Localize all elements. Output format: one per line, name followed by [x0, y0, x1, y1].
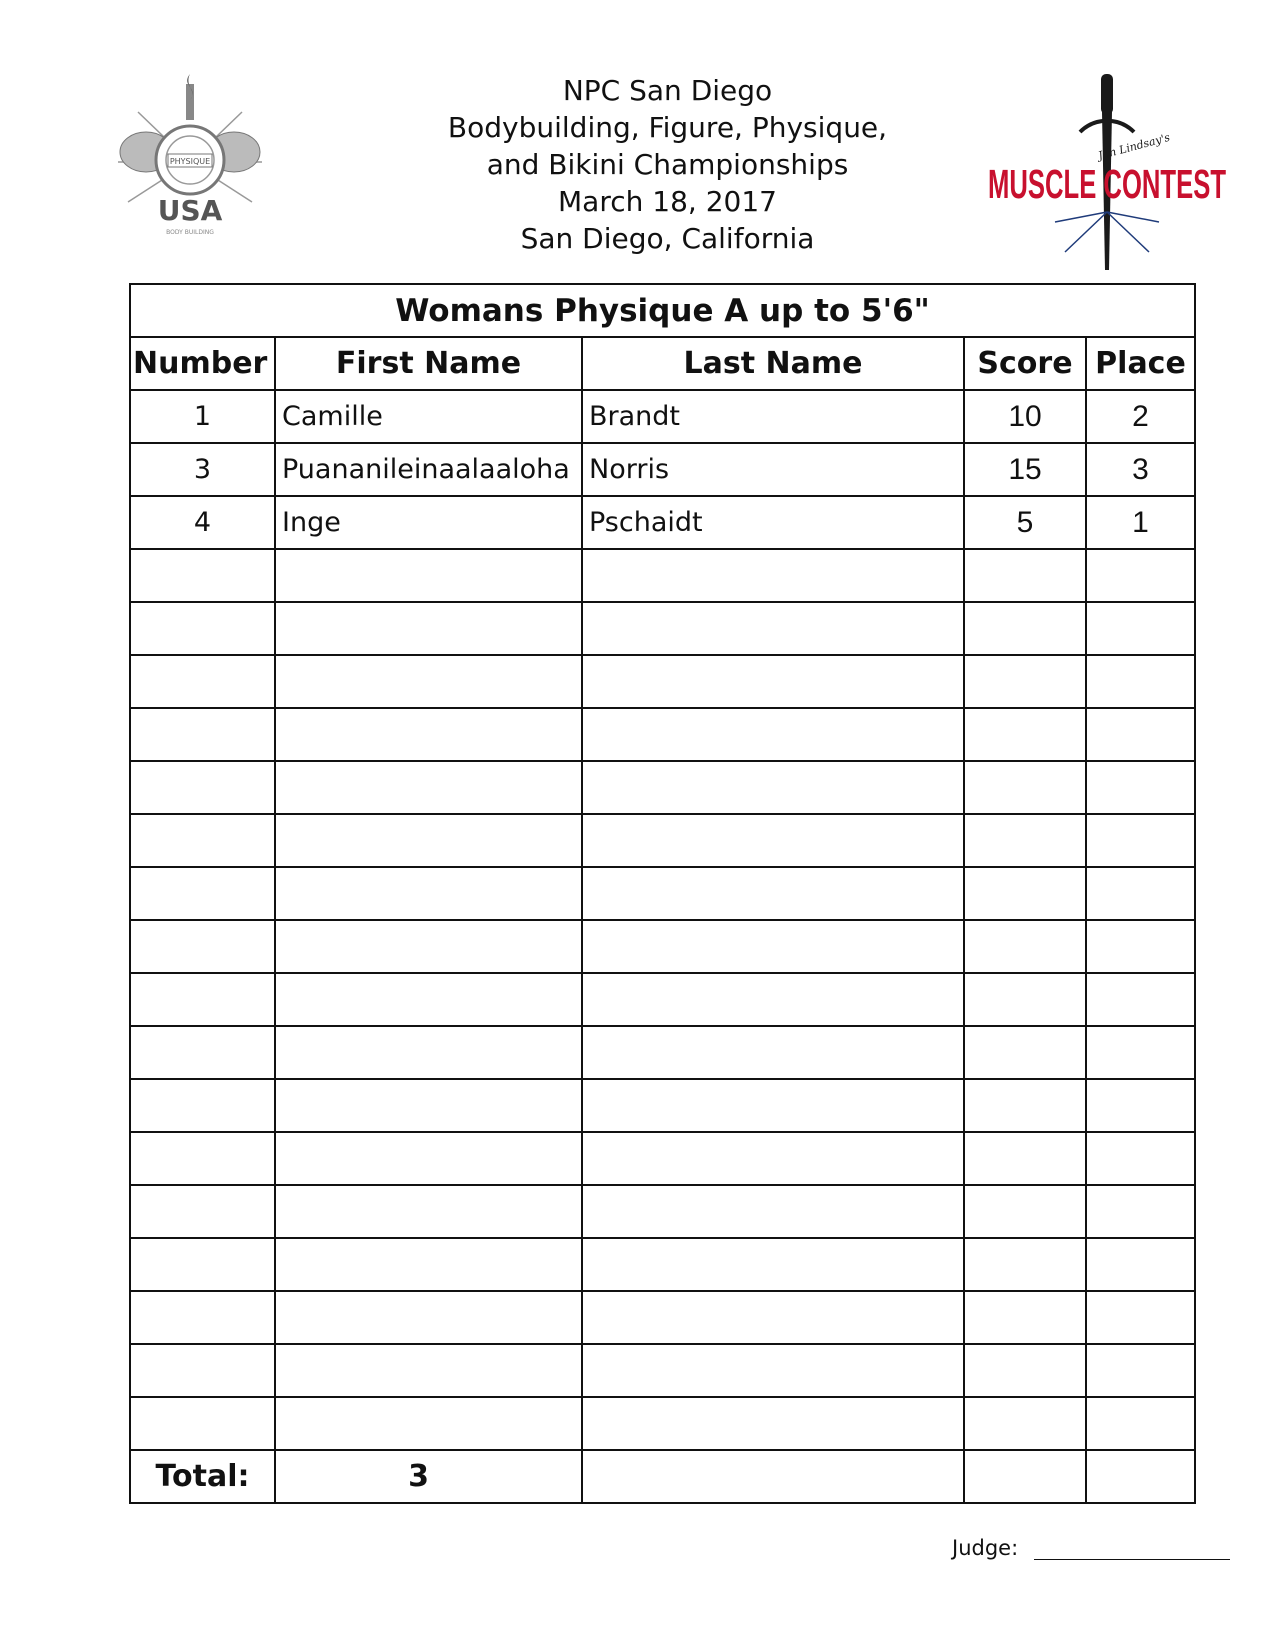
empty-cell — [130, 973, 275, 1026]
empty-cell — [582, 1079, 964, 1132]
empty-cell — [1086, 920, 1195, 973]
empty-cell — [130, 761, 275, 814]
usa-physique-logo — [108, 72, 273, 247]
empty-cell — [130, 1291, 275, 1344]
column-header-place: Place — [1086, 337, 1195, 390]
competitor-score: 10 — [964, 390, 1086, 443]
competitor-score: 15 — [964, 443, 1086, 496]
muscle-contest-logo — [985, 72, 1230, 282]
table-title-row — [130, 284, 1195, 337]
empty-cell — [582, 920, 964, 973]
empty-cell — [582, 1026, 964, 1079]
empty-cell — [1086, 973, 1195, 1026]
usa-physique-emblem-icon — [108, 72, 273, 247]
judge-label: Judge: — [952, 1536, 1019, 1560]
empty-cell — [1086, 549, 1195, 602]
empty-cell — [275, 1026, 582, 1079]
total-value: 3 — [275, 1450, 582, 1503]
empty-cell — [582, 708, 964, 761]
empty-cell — [275, 814, 582, 867]
empty-table-row — [130, 1397, 1195, 1450]
competitor-number: 3 — [130, 443, 275, 496]
empty-cell — [130, 549, 275, 602]
empty-cell — [582, 602, 964, 655]
empty-cell — [1086, 1238, 1195, 1291]
empty-cell — [964, 1238, 1086, 1291]
division-title: Womans Physique A up to 5'6" — [130, 284, 1195, 337]
competitor-last-name: Pschaidt — [582, 496, 964, 549]
empty-table-row — [130, 1026, 1195, 1079]
empty-cell — [275, 1185, 582, 1238]
empty-table-row — [130, 1291, 1195, 1344]
empty-cell — [1086, 761, 1195, 814]
empty-cell — [1086, 602, 1195, 655]
empty-cell — [275, 761, 582, 814]
total-row — [130, 1450, 1195, 1503]
sword-emblem-icon — [985, 72, 1230, 282]
svg-text:BODY BUILDING: BODY BUILDING — [166, 229, 214, 236]
empty-cell — [964, 1079, 1086, 1132]
empty-cell — [964, 602, 1086, 655]
empty-cell — [1086, 655, 1195, 708]
event-header — [300, 72, 1035, 257]
empty-table-row — [130, 655, 1195, 708]
empty-cell — [1086, 1079, 1195, 1132]
empty-cell — [130, 867, 275, 920]
empty-cell — [1086, 708, 1195, 761]
empty-cell — [275, 1397, 582, 1450]
empty-table-row — [130, 602, 1195, 655]
event-organizer: NPC San Diego — [562, 74, 773, 107]
empty-cell — [1086, 1132, 1195, 1185]
empty-cell — [964, 708, 1086, 761]
empty-cell — [582, 1397, 964, 1450]
event-title-line1: Bodybuilding, Figure, Physique, — [447, 111, 888, 144]
empty-table-row — [130, 549, 1195, 602]
empty-cell — [1086, 1291, 1195, 1344]
empty-cell — [582, 1344, 964, 1397]
competitor-number: 1 — [130, 390, 275, 443]
empty-table-row — [130, 761, 1195, 814]
empty-cell — [130, 920, 275, 973]
empty-cell — [582, 655, 964, 708]
column-header-first-name: First Name — [275, 337, 582, 390]
svg-text:PHYSIQUE: PHYSIQUE — [169, 157, 211, 166]
competitor-first-name: Inge — [275, 496, 582, 549]
table-row — [130, 496, 1195, 549]
empty-cell — [1086, 1344, 1195, 1397]
empty-table-row — [130, 920, 1195, 973]
empty-cell — [582, 973, 964, 1026]
empty-cell — [964, 814, 1086, 867]
competitor-first-name: Camille — [275, 390, 582, 443]
event-date: March 18, 2017 — [558, 185, 777, 218]
competitor-place: 1 — [1086, 496, 1195, 549]
empty-table-row — [130, 1238, 1195, 1291]
empty-table-row — [130, 973, 1195, 1026]
empty-cell — [275, 1291, 582, 1344]
empty-table-row — [130, 1132, 1195, 1185]
empty-table-row — [130, 708, 1195, 761]
empty-cell — [1086, 814, 1195, 867]
empty-cell — [582, 1132, 964, 1185]
column-header-last-name: Last Name — [582, 337, 964, 390]
empty-table-row — [130, 1344, 1195, 1397]
empty-cell — [582, 867, 964, 920]
empty-cell — [130, 1238, 275, 1291]
empty-cell — [964, 1291, 1086, 1344]
empty-cell — [964, 1026, 1086, 1079]
empty-cell — [964, 761, 1086, 814]
competitor-place: 3 — [1086, 443, 1195, 496]
competitor-number: 4 — [130, 496, 275, 549]
empty-cell — [130, 1132, 275, 1185]
empty-cell — [1086, 1450, 1195, 1503]
competitor-last-name: Brandt — [582, 390, 964, 443]
total-label: Total: — [130, 1450, 275, 1503]
empty-cell — [275, 1079, 582, 1132]
empty-cell — [130, 602, 275, 655]
empty-table-row — [130, 867, 1195, 920]
empty-cell — [275, 655, 582, 708]
column-header-number: Number — [130, 337, 275, 390]
empty-cell — [130, 1397, 275, 1450]
empty-cell — [582, 549, 964, 602]
empty-cell — [1086, 867, 1195, 920]
table-header-row — [130, 337, 1195, 390]
empty-table-row — [130, 1079, 1195, 1132]
empty-cell — [130, 814, 275, 867]
empty-rows — [130, 549, 1195, 1450]
empty-cell — [1086, 1185, 1195, 1238]
svg-text:USA: USA — [157, 194, 223, 227]
judge-signature-line — [1034, 1559, 1230, 1560]
empty-cell — [964, 1450, 1086, 1503]
empty-cell — [964, 867, 1086, 920]
results-table — [129, 283, 1196, 1504]
empty-cell — [130, 655, 275, 708]
column-header-score: Score — [964, 337, 1086, 390]
empty-cell — [582, 1238, 964, 1291]
empty-cell — [130, 1344, 275, 1397]
empty-cell — [582, 1450, 964, 1503]
empty-cell — [964, 1344, 1086, 1397]
svg-text:Jon Lindsay's: Jon Lindsay's — [1096, 130, 1172, 163]
table-row — [130, 390, 1195, 443]
empty-cell — [582, 1185, 964, 1238]
empty-cell — [582, 761, 964, 814]
event-location: San Diego, California — [520, 222, 815, 255]
empty-cell — [130, 1079, 275, 1132]
empty-cell — [275, 1344, 582, 1397]
table-row — [130, 443, 1195, 496]
empty-cell — [1086, 1397, 1195, 1450]
empty-cell — [275, 708, 582, 761]
empty-cell — [582, 814, 964, 867]
competitor-first-name: Puananileinaalaaloha — [275, 443, 582, 496]
empty-cell — [964, 1185, 1086, 1238]
empty-cell — [964, 549, 1086, 602]
empty-cell — [964, 973, 1086, 1026]
empty-cell — [130, 708, 275, 761]
competitor-last-name: Norris — [582, 443, 964, 496]
empty-table-row — [130, 1185, 1195, 1238]
svg-text:MUSCLE CONTEST: MUSCLE CONTEST — [988, 161, 1226, 207]
empty-cell — [130, 1185, 275, 1238]
empty-cell — [275, 1132, 582, 1185]
empty-cell — [1086, 1026, 1195, 1079]
empty-cell — [275, 1238, 582, 1291]
empty-cell — [130, 1026, 275, 1079]
empty-cell — [275, 867, 582, 920]
empty-table-row — [130, 814, 1195, 867]
empty-cell — [275, 549, 582, 602]
empty-cell — [964, 1397, 1086, 1450]
competitor-place: 2 — [1086, 390, 1195, 443]
empty-cell — [964, 655, 1086, 708]
empty-cell — [582, 1291, 964, 1344]
empty-cell — [964, 1132, 1086, 1185]
empty-cell — [275, 920, 582, 973]
empty-cell — [275, 602, 582, 655]
competitor-score: 5 — [964, 496, 1086, 549]
empty-cell — [275, 973, 582, 1026]
event-title-line2: and Bikini Championships — [486, 148, 849, 181]
empty-cell — [964, 920, 1086, 973]
